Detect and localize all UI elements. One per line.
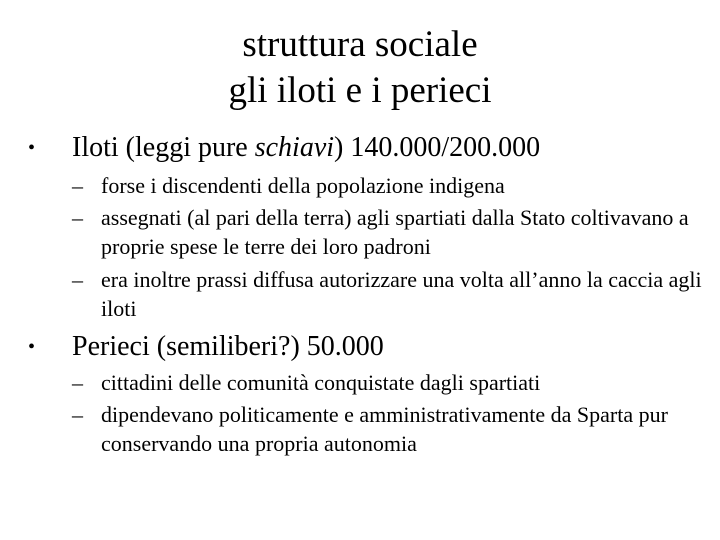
subitem-iloti-3: [72, 265, 712, 323]
bullet-iloti-text-after: ) 140.000/200.000: [334, 132, 541, 163]
bullet-iloti-text: [42, 131, 540, 165]
dash-marker: –: [72, 370, 83, 395]
dash-marker: –: [72, 267, 83, 292]
dash-marker: –: [72, 205, 83, 230]
bullet-iloti-text-before: Iloti (leggi pure: [72, 132, 255, 163]
subitem-perieci-1: [72, 368, 712, 397]
bullet-perieci: [28, 330, 384, 364]
subitem-text: assegnati (al pari della terra) agli spartiati dalla Stato coltivavano a proprie spese le terre dei loro padroni: [101, 205, 689, 259]
bullet-marker: •: [28, 336, 36, 358]
subitem-text: era inoltre prassi diffusa autorizzare una volta all’anno la caccia agli iloti: [101, 267, 702, 321]
subitem-text: dipendevano politicamente e amministrativamente da Sparta pur conservando una propria autonomia: [101, 402, 668, 456]
title-line-2: gli iloti e i perieci: [228, 70, 492, 111]
bullet-marker: •: [28, 137, 36, 159]
title-line-1: struttura sociale: [242, 24, 478, 65]
subitem-text: cittadini delle comunità conquistate dagli spartiati: [101, 370, 541, 395]
subitem-perieci-2: [72, 400, 712, 458]
subitem-text: forse i discendenti della popolazione indigena: [101, 173, 505, 198]
bullet-iloti: [28, 131, 541, 165]
subitem-iloti-2: [72, 203, 712, 261]
bullet-iloti-italic: schiavi: [254, 132, 335, 163]
bullet-perieci-text: Perieci (semiliberi?) 50.000: [72, 331, 384, 362]
slide-title: [0, 22, 720, 114]
dash-marker: –: [72, 402, 83, 427]
subitem-iloti-1: [72, 171, 712, 200]
dash-marker: –: [72, 173, 83, 198]
